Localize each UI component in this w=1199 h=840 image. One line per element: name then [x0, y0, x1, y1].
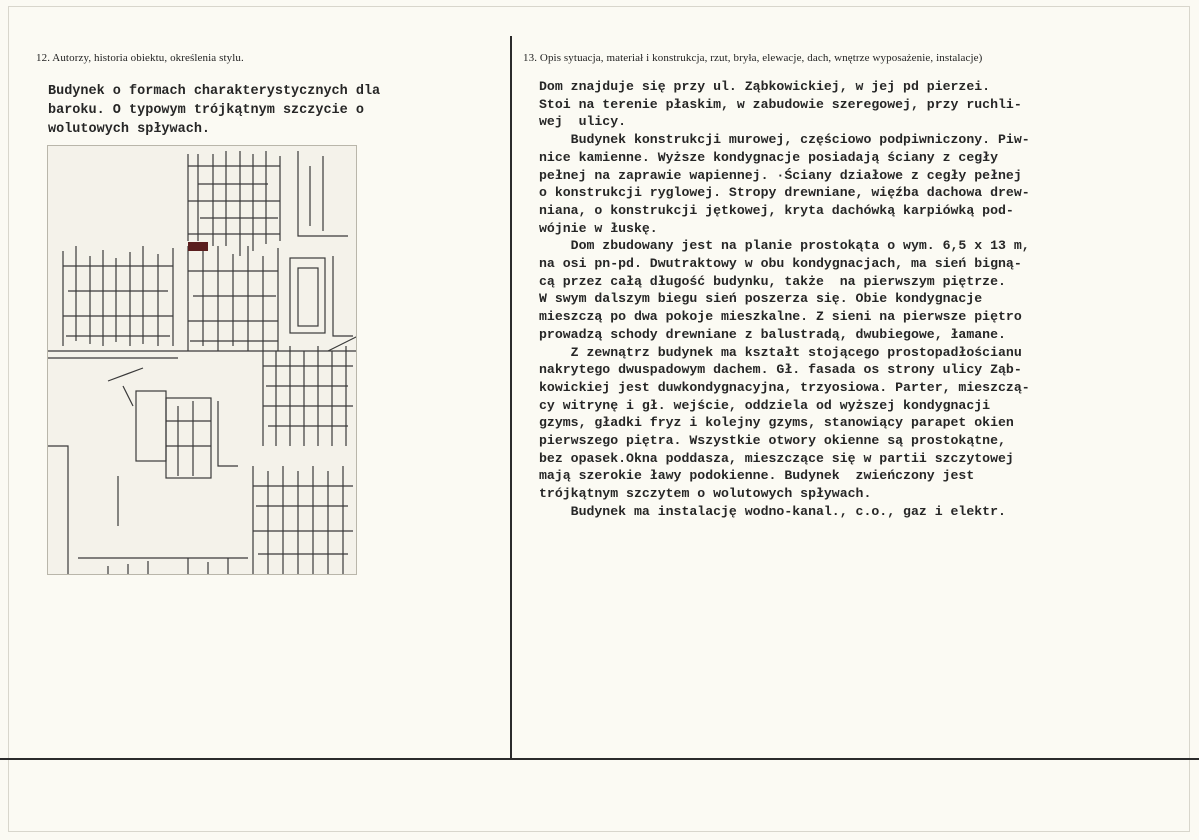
- description-line: prowadzą schody drewniane z balustradą, dwubiegowe, łamane.: [539, 326, 1006, 342]
- description-line: W swym dalszym biegu sień poszerza się. Obie kondygnacje: [539, 291, 983, 307]
- style-description: [48, 82, 498, 139]
- description-line: cy witrynę i gł. wejście, oddziela od wyższej kondygnacji: [539, 397, 991, 413]
- column-divider: [510, 36, 512, 758]
- description-line: pełnej na zaprawie wapiennej. ·Ściany działowe z cegły pełnej: [539, 167, 1022, 183]
- section-12-header: 12. Autorzy, historia obiektu, określenia stylu.: [36, 52, 244, 64]
- description-line: wójnie w łuskę.: [539, 220, 658, 236]
- description-line: mieszczą po dwa pokoje mieszkalne. Z sieni na pierwsze piętro: [539, 309, 1022, 325]
- description-line: o konstrukcji ryglowej. Stropy drewniane, więźba dachowa drew-: [539, 185, 1030, 201]
- bottom-rule: [0, 758, 1199, 760]
- section-13-header: 13. Opis sytuacja, materiał i konstrukcja, rzut, bryła, elewacje, dach, wnętrze wyposażenie, instalacje): [523, 52, 983, 64]
- description-line: na osi pn-pd. Dwutraktowy w obu kondygnacjach, ma sień bigną-: [539, 256, 1022, 272]
- description-line: mają szerokie ławy podokienne. Budynek zwieńczony jest: [539, 468, 975, 484]
- description-line: Budynek konstrukcji murowej, częściowo podpiwniczony. Piw-: [539, 132, 1030, 148]
- description-line: kowickiej jest duwkondygnacyjna, trzyosiowa. Parter, mieszczą-: [539, 379, 1030, 395]
- site-map: [47, 145, 357, 575]
- description-line: Dom znajduje się przy ul. Ząbkowickiej, w jej pd pierzei.: [539, 79, 991, 94]
- description-line: gzyms, gładki fryz i kolejny gzyms, stanowiący parapet okien: [539, 415, 1014, 431]
- description-line: niana, o konstrukcji jętkowej, kryta dachówką karpiówką pod-: [539, 202, 1014, 218]
- description-line: Budynek ma instalację wodno-kanal., c.o., gaz i elektr.: [539, 503, 1006, 519]
- building-location-marker: [188, 242, 208, 251]
- description-line: nice kamienne. Wyższe kondygnacje posiadają ściany z cegły: [539, 149, 998, 165]
- description-line: Stoi na terenie płaskim, w zabudowie szeregowej, przy ruchli-: [539, 96, 1022, 112]
- description-line: cą przez całą długość budynku, także na pierwszym piętrze.: [539, 273, 1006, 289]
- description-line: pierwszego piętra. Wszystkie otwory okienne są prostokątne,: [539, 433, 1006, 449]
- style-line: wolutowych spływach.: [48, 122, 211, 137]
- building-description: [539, 78, 1189, 521]
- description-line: wej ulicy.: [539, 114, 627, 130]
- description-line: Dom zbudowany jest na planie prostokąta o wym. 6,5 x 13 m,: [539, 238, 1030, 254]
- description-line: Z zewnątrz budynek ma kształt stojącego prostopadłościanu: [539, 344, 1022, 360]
- description-line: trójkątnym szczytem o wolutowych spływach.: [539, 486, 872, 502]
- style-line: Budynek o formach charakterystycznych dla: [48, 84, 381, 99]
- description-line: bez opasek.Okna poddasza, mieszczące się w partii szczytowej: [539, 450, 1014, 466]
- description-line: nakrytego dwuspadowym dachem. Gł. fasada os strony ulicy Ząb-: [539, 362, 1022, 378]
- site-map-drawing: [48, 146, 357, 575]
- style-line: baroku. O typowym trójkątnym szczycie o: [48, 103, 364, 118]
